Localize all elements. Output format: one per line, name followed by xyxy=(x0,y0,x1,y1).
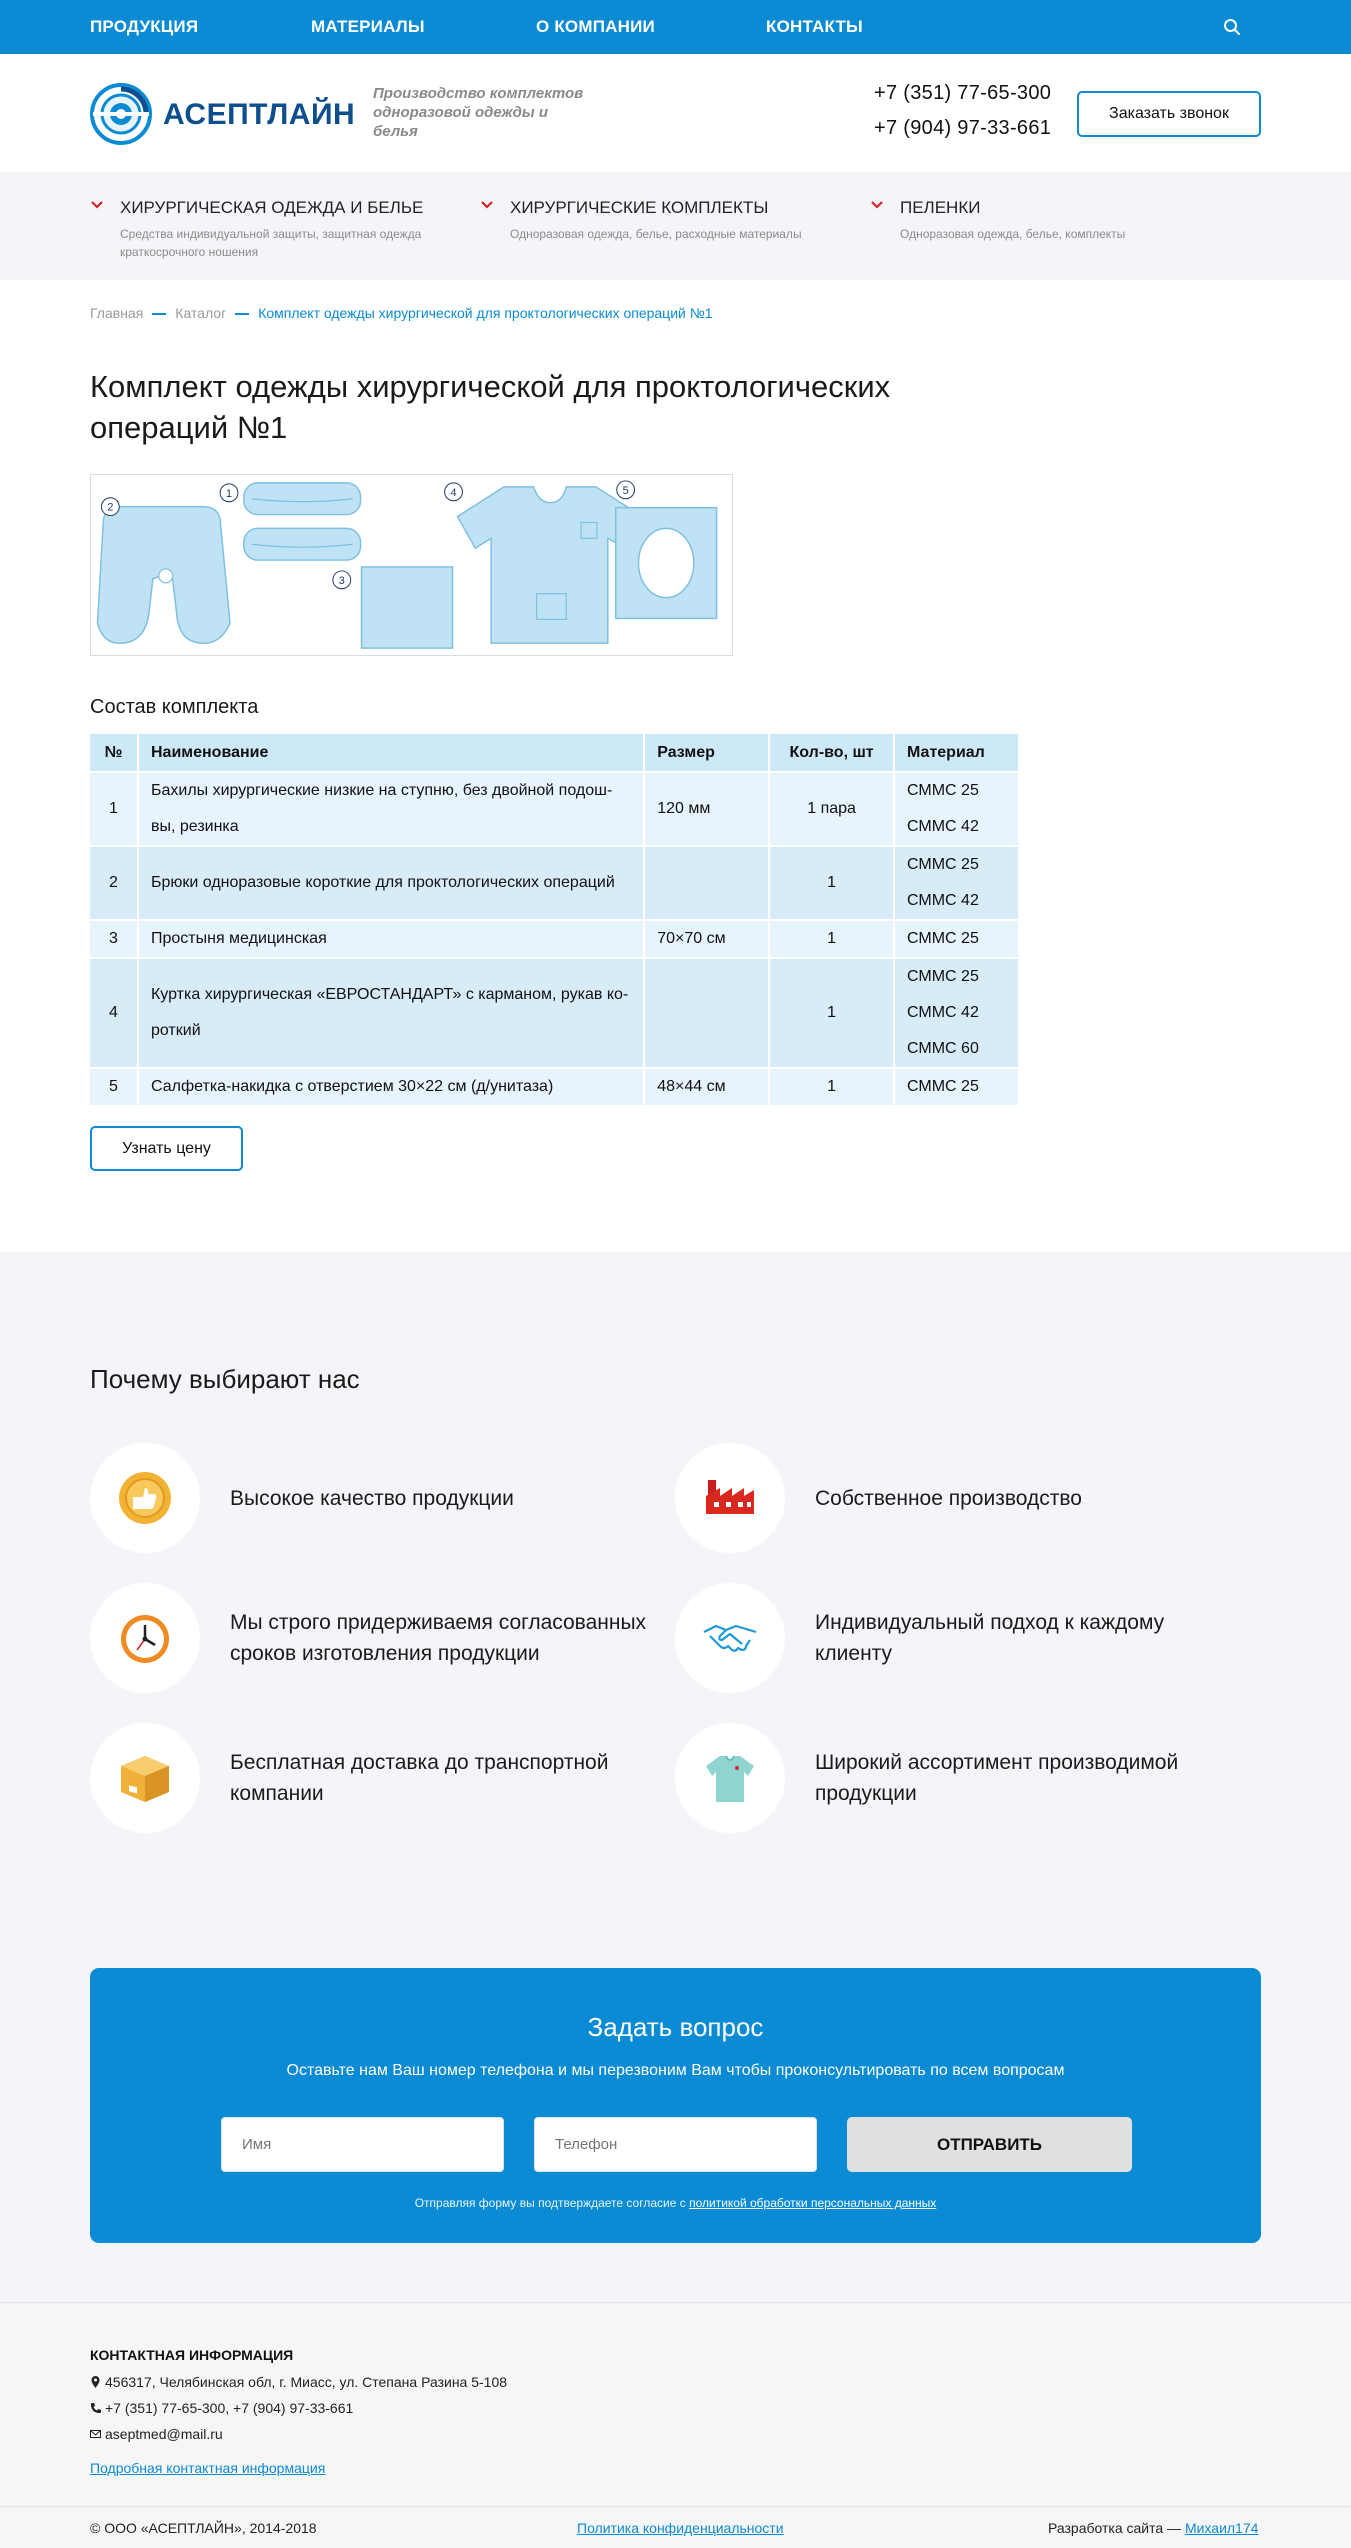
cell-name: Брюки одноразовые короткие для проктологических операций xyxy=(138,846,644,920)
cell-material: СММС 25 xyxy=(894,1068,1019,1106)
column-header: Кол-во, шт xyxy=(769,734,894,772)
cell-name: Бахилы хирургические низкие на ступню, без двойной подош-вы, резинка xyxy=(138,772,644,846)
cell-number: 4 xyxy=(90,958,138,1068)
kit-label: 1 xyxy=(226,487,233,500)
kit-label: 2 xyxy=(107,501,114,514)
feature-icon-circle xyxy=(90,1443,200,1553)
breadcrumb-home[interactable]: Главная xyxy=(90,305,144,321)
table-row xyxy=(90,1068,1019,1106)
feature-production xyxy=(675,1443,1235,1553)
cell-number: 3 xyxy=(90,920,138,958)
footer-address: 456317, Челябинская обл, г. Миасс, ул. Степана Разина 5-108 xyxy=(90,2374,507,2390)
feature-icon-circle xyxy=(675,1723,785,1833)
nav-item-contacts[interactable]: КОНТАКТЫ xyxy=(766,17,863,36)
consent-prefix: Отправляя форму вы подтверждаете согласие с xyxy=(414,2196,686,2210)
top-nav-bar xyxy=(0,0,1351,54)
table-header-row xyxy=(90,734,1019,772)
table-row xyxy=(90,958,1019,1068)
clock-icon xyxy=(117,1610,173,1666)
chevron-down-icon xyxy=(870,200,884,210)
footer-bottom xyxy=(0,2506,1351,2548)
cell-size xyxy=(644,958,769,1068)
cell-size xyxy=(644,846,769,920)
category-subtitle: Средства индивидуальной защиты, защитная одежда краткосрочного ношения xyxy=(120,227,422,259)
category-subtitle: Одноразовая одежда, белье, комплекты xyxy=(900,227,1126,241)
privacy-link[interactable]: Политика конфиденциальности xyxy=(577,2520,784,2536)
handshake-icon xyxy=(695,1610,765,1666)
cell-number: 5 xyxy=(90,1068,138,1106)
cell-size: 48×44 см xyxy=(644,1068,769,1106)
kit-image[interactable] xyxy=(90,474,733,656)
composition-table xyxy=(90,734,1020,1107)
breadcrumb-current: Комплект одежды хирургической для проктологических операций №1 xyxy=(258,305,713,321)
name-input[interactable] xyxy=(221,2117,504,2172)
submit-button[interactable]: ОТПРАВИТЬ xyxy=(847,2117,1132,2172)
ask-lead: Оставьте нам Ваш номер телефона и мы перезвоним Вам чтобы проконсультировать по всем вопросам xyxy=(286,2062,1065,2079)
breadcrumb xyxy=(90,305,713,321)
cell-number: 1 xyxy=(90,772,138,846)
cell-qty: 1 xyxy=(769,958,894,1068)
phone-1[interactable]: +7 (351) 77-65-300 xyxy=(874,82,1052,104)
column-header: Наименование xyxy=(138,734,644,772)
cell-qty: 1 xyxy=(769,1068,894,1106)
column-header: Материал xyxy=(894,734,1019,772)
contact-details-link[interactable]: Подробная контактная информация xyxy=(90,2460,326,2476)
category-subtitle: Одноразовая одежда, белье, расходные материалы xyxy=(510,227,802,241)
box-icon xyxy=(117,1750,173,1806)
footer-phones[interactable]: +7 (351) 77-65-300, +7 (904) 97-33-661 xyxy=(90,2400,353,2416)
column-header: № xyxy=(90,734,138,772)
feature-assortment xyxy=(675,1723,1235,1833)
cell-name: Салфетка-накидка с отверстием 30×22 см (д/унитаза) xyxy=(138,1068,644,1106)
footer-heading: КОНТАКТНАЯ ИНФОРМАЦИЯ xyxy=(90,2347,294,2363)
feature-quality xyxy=(90,1443,650,1553)
nav-item-about[interactable]: О КОМПАНИИ xyxy=(536,17,655,36)
chevron-down-icon xyxy=(90,200,104,210)
composition-heading: Состав комплекта xyxy=(90,696,259,718)
phone-icon xyxy=(90,2402,101,2414)
phone-2[interactable]: +7 (904) 97-33-661 xyxy=(874,117,1052,139)
consent-text xyxy=(90,2196,1261,2210)
feature-icon-circle xyxy=(90,1723,200,1833)
kit-label: 3 xyxy=(338,574,345,587)
cell-name: Куртка хирургическая «ЕВРОСТАНДАРТ» с карманом, рукав ко-роткий xyxy=(138,958,644,1068)
cell-qty: 1 xyxy=(769,920,894,958)
shirt-icon xyxy=(702,1750,758,1806)
column-header: Размер xyxy=(644,734,769,772)
nav-item-materials[interactable]: МАТЕРИАЛЫ xyxy=(311,17,425,36)
kit-label: 4 xyxy=(450,486,457,499)
copyright: © ООО «АСЕПТЛАЙН», 2014-2018 xyxy=(90,2520,317,2536)
cell-material: СММС 25 xyxy=(894,920,1019,958)
footer-email[interactable]: aseptmed@mail.ru xyxy=(90,2426,223,2442)
get-price-button[interactable]: Узнать цену xyxy=(90,1126,243,1171)
table-row xyxy=(90,846,1019,920)
feature-text: Собственное производство xyxy=(815,1486,1082,1510)
cell-qty: 1 xyxy=(769,846,894,920)
factory-icon xyxy=(702,1470,758,1526)
cell-size: 120 мм xyxy=(644,772,769,846)
feature-icon-circle xyxy=(675,1583,785,1693)
quality-badge-icon xyxy=(117,1470,173,1526)
callback-button[interactable]: Заказать звонок xyxy=(1077,91,1261,137)
ask-heading: Задать вопрос xyxy=(587,2012,764,2042)
feature-icon-circle xyxy=(90,1583,200,1693)
footer xyxy=(0,2302,1351,2548)
cell-name: Простыня медицинская xyxy=(138,920,644,958)
feature-text: Бесплатная доставка до транспортной компании xyxy=(230,1751,609,1805)
tagline: Производство комплектов одноразовой одежды и белья xyxy=(373,85,584,140)
category-bar xyxy=(0,172,1351,280)
logo-text: АСЕПТЛАЙН xyxy=(163,98,356,131)
category-title: ХИРУРГИЧЕСКАЯ ОДЕЖДА И БЕЛЬЕ xyxy=(120,198,424,217)
cell-material: СММС 25 СММС 42 xyxy=(894,846,1019,920)
developer-link[interactable]: Михаил174 xyxy=(1184,2520,1259,2536)
feature-text: Широкий ассортимент производимой продукции xyxy=(815,1751,1179,1805)
kit-label: 5 xyxy=(622,484,629,497)
breadcrumb-separator xyxy=(235,313,249,315)
cell-qty: 1 пара xyxy=(769,772,894,846)
table-row xyxy=(90,920,1019,958)
feature-individual xyxy=(675,1583,1235,1693)
breadcrumb-separator xyxy=(152,313,166,315)
why-heading: Почему выбирают нас xyxy=(90,1364,360,1394)
category-title: ХИРУРГИЧЕСКИЕ КОМПЛЕКТЫ xyxy=(510,198,769,217)
feature-delivery xyxy=(90,1723,650,1833)
page-title: Комплект одежды хирургической для проктологических операций №1 xyxy=(90,369,891,445)
feature-icon-circle xyxy=(675,1443,785,1553)
privacy-policy-link[interactable]: политикой обработки персональных данных xyxy=(689,2196,937,2210)
header xyxy=(0,54,1351,172)
cell-material: СММС 25 СММС 42 СММС 60 xyxy=(894,958,1019,1068)
chevron-down-icon xyxy=(480,200,494,210)
cell-size: 70×70 см xyxy=(644,920,769,958)
search-icon[interactable] xyxy=(1222,17,1242,37)
mail-icon xyxy=(90,2428,101,2440)
category-title: ПЕЛЕНКИ xyxy=(900,198,981,217)
ask-question-form xyxy=(90,1968,1261,2243)
feature-deadlines xyxy=(90,1583,650,1693)
nav-item-products[interactable]: ПРОДУКЦИЯ xyxy=(90,17,199,36)
cell-material: СММС 25 СММС 42 xyxy=(894,772,1019,846)
map-pin-icon xyxy=(90,2376,101,2388)
feature-text: Мы строго придерживаемя согласованных сроков изготовления продукции xyxy=(230,1611,647,1665)
logo-icon[interactable] xyxy=(90,83,152,145)
phone-input[interactable] xyxy=(534,2117,817,2172)
breadcrumb-catalog[interactable]: Каталог xyxy=(175,305,227,321)
cell-number: 2 xyxy=(90,846,138,920)
feature-text: Высокое качество продукции xyxy=(230,1486,514,1510)
feature-text: Индивидуальный подход к каждому клиенту xyxy=(815,1611,1165,1665)
table-row xyxy=(90,772,1019,846)
developer-credit: Разработка сайта — Михаил174 xyxy=(1048,2520,1259,2536)
